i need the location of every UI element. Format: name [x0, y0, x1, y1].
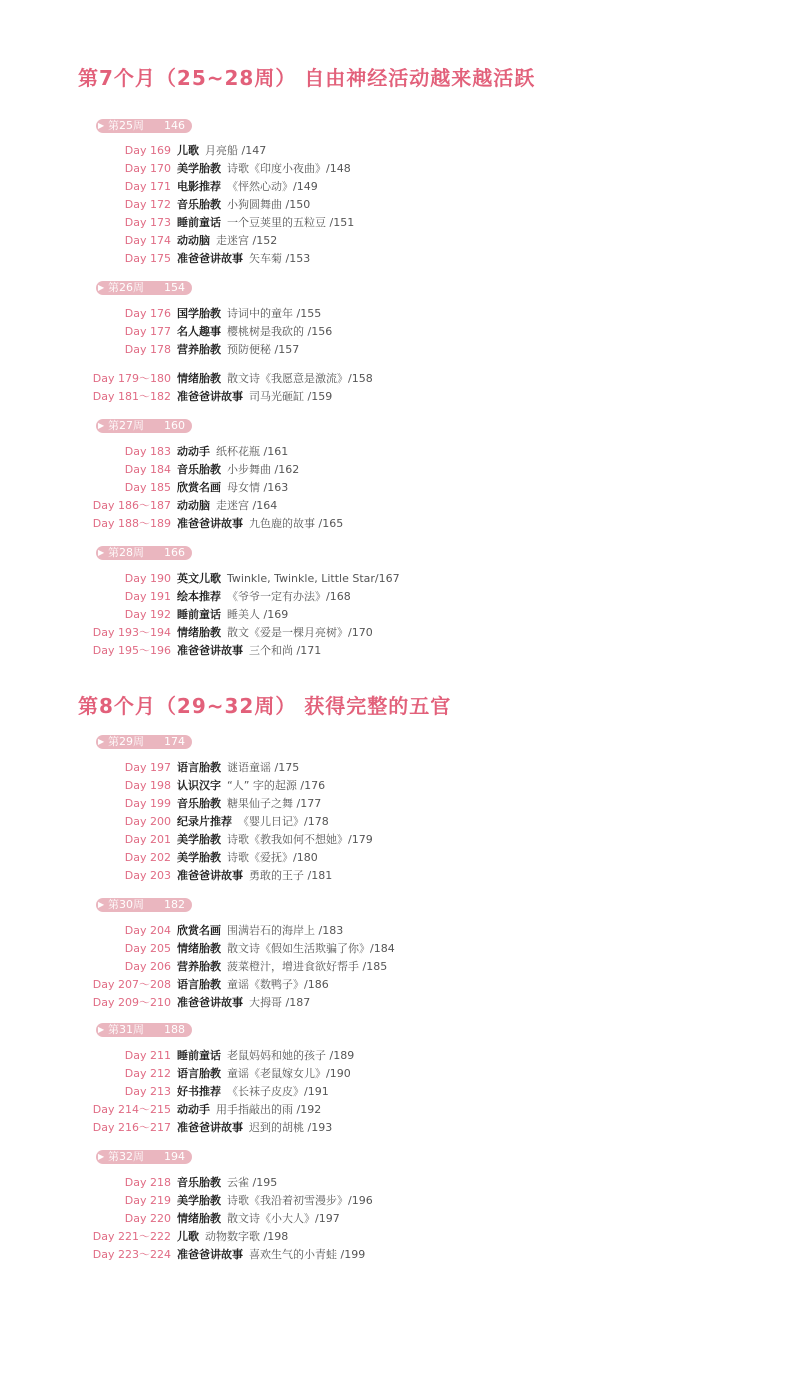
toc-entry[interactable] [0, 976, 800, 994]
entry-title: 诗词中的童年 /155 [227, 307, 322, 320]
day-label: Day 183 [124, 445, 171, 458]
toc-entry[interactable] [0, 606, 800, 624]
toc-entry[interactable] [0, 642, 800, 660]
toc-entry[interactable] [0, 1083, 800, 1101]
month-title: 第8个月（29~32周） 获得完整的五官 [78, 694, 452, 718]
entry-category: 营养胎教 菠菜橙汁，增进食欲好帮手 /185 [177, 960, 388, 973]
entry-category: 情绪胎教 散文诗《小大人》/197 [177, 1212, 340, 1225]
entry-category: 动动脑 走迷宫 /152 [177, 234, 278, 247]
chevron-right-icon: ▶ [98, 900, 105, 909]
entry-title: 诗歌《印度小夜曲》/148 [227, 162, 351, 175]
toc-entry[interactable] [0, 1065, 800, 1083]
day-label: Day 204 [124, 924, 171, 937]
entry-title: 三个和尚 /171 [249, 644, 322, 657]
day-label: Day 173 [124, 216, 171, 229]
entry-category: 音乐胎教 云雀 /195 [177, 1176, 278, 1189]
entry-title: 母女情 /163 [227, 481, 289, 494]
toc-entry[interactable] [0, 759, 800, 777]
day-label: Day 207～208 [92, 978, 171, 991]
chevron-right-icon: ▶ [98, 548, 105, 557]
toc-entry[interactable] [0, 1246, 800, 1264]
week-badge [96, 1150, 192, 1164]
entry-category: 欣赏名画 母女情 /163 [177, 481, 289, 494]
toc-entry[interactable] [0, 1174, 800, 1192]
week-page-number: 160 [164, 419, 185, 432]
entry-category: 睡前童话 一个豆荚里的五粒豆 /151 [177, 216, 355, 229]
entry-category: 睡前童话 睡美人 /169 [177, 608, 289, 621]
week-badge [96, 898, 192, 912]
entry-title: 用手指敲出的雨 /192 [216, 1103, 322, 1116]
week-badge [96, 419, 192, 433]
entry-title: 勇敢的王子 /181 [249, 869, 333, 882]
toc-entry[interactable] [0, 940, 800, 958]
toc-entry[interactable] [0, 813, 800, 831]
day-label: Day 174 [124, 234, 171, 247]
entry-category: 国学胎教 诗词中的童年 /155 [177, 307, 322, 320]
day-label: Day 197 [124, 761, 171, 774]
entry-title: 诗歌《爱抚》/180 [227, 851, 318, 864]
entry-title: 云雀 /195 [227, 1176, 278, 1189]
entry-category: 绘本推荐 《爷爷一定有办法》/168 [177, 590, 351, 603]
week-badge [96, 119, 192, 133]
week-page-number: 174 [164, 735, 185, 748]
toc-entry[interactable] [0, 160, 800, 178]
toc-entry[interactable] [0, 196, 800, 214]
entry-title: 小步舞曲 /162 [227, 463, 300, 476]
entry-category: 英文儿歌 Twinkle, Twinkle, Little Star/167 [177, 572, 400, 585]
toc-entry[interactable] [0, 1210, 800, 1228]
entry-title: 散文诗《我愿意是激流》/158 [227, 372, 373, 385]
day-label: Day 216～217 [92, 1121, 171, 1134]
entry-category: 美学胎教 诗歌《印度小夜曲》/148 [177, 162, 351, 175]
toc-entry[interactable] [0, 777, 800, 795]
day-label: Day 181～182 [92, 390, 171, 403]
entry-title: 童谣《老鼠嫁女儿》/190 [227, 1067, 351, 1080]
entry-category: 儿歌 动物数字歌 /198 [177, 1230, 289, 1243]
week-page-number: 166 [164, 546, 185, 559]
entry-category: 情绪胎教 散文《爱是一棵月亮树》/170 [177, 626, 373, 639]
entry-category: 语言胎教 谜语童谣 /175 [177, 761, 300, 774]
entry-title: 菠菜橙汁，增进食欲好帮手 /185 [227, 960, 388, 973]
entry-title: 《怦然心动》/149 [227, 180, 318, 193]
toc-entry[interactable] [0, 922, 800, 940]
entry-title: 一个豆荚里的五粒豆 /151 [227, 216, 355, 229]
entry-category: 情绪胎教 散文诗《我愿意是激流》/158 [177, 372, 373, 385]
entry-category: 电影推荐 《怦然心动》/149 [177, 180, 318, 193]
toc-entry[interactable] [0, 849, 800, 867]
entry-title: 童谣《数鸭子》/186 [227, 978, 329, 991]
entry-title: 喜欢生气的小青蛙 /199 [249, 1248, 366, 1261]
entry-category: 情绪胎教 散文诗《假如生活欺骗了你》/184 [177, 942, 395, 955]
week-label: 第31周 [108, 1023, 144, 1036]
week-label: 第28周 [108, 546, 144, 559]
chevron-right-icon: ▶ [98, 1152, 105, 1161]
day-label: Day 188～189 [92, 517, 171, 530]
day-label: Day 190 [124, 572, 171, 585]
entry-category: 动动脑 走迷宫 /164 [177, 499, 278, 512]
toc-entry[interactable] [0, 994, 800, 1012]
entry-title: 散文诗《假如生活欺骗了你》/184 [227, 942, 395, 955]
day-label: Day 203 [124, 869, 171, 882]
entry-category: 音乐胎教 小步舞曲 /162 [177, 463, 300, 476]
day-label: Day 199 [124, 797, 171, 810]
entry-category: 睡前童话 老鼠妈妈和她的孩子 /189 [177, 1049, 355, 1062]
day-label: Day 185 [124, 481, 171, 494]
entry-category: 纪录片推荐 《婴儿日记》/178 [177, 815, 329, 828]
toc-entry[interactable] [0, 515, 800, 533]
entry-title: Twinkle, Twinkle, Little Star/167 [227, 572, 400, 585]
entry-category: 儿歌 月亮船 /147 [177, 144, 267, 157]
day-label: Day 220 [124, 1212, 171, 1225]
day-label: Day 169 [124, 144, 171, 157]
entry-category: 认识汉字 “人” 字的起源 /176 [177, 779, 326, 792]
toc-entry[interactable] [0, 461, 800, 479]
day-label: Day 191 [124, 590, 171, 603]
week-badge [96, 281, 192, 295]
entry-title: 动物数字歌 /198 [205, 1230, 289, 1243]
day-label: Day 175 [124, 252, 171, 265]
week-label: 第29周 [108, 735, 144, 748]
toc-entry[interactable] [0, 831, 800, 849]
toc-entry[interactable] [0, 1119, 800, 1137]
entry-title: 樱桃树是我砍的 /156 [227, 325, 333, 338]
entry-category: 准爸爸讲故事 大拇哥 /187 [177, 996, 311, 1009]
toc-entry[interactable] [0, 232, 800, 250]
entry-title: 走迷宫 /152 [216, 234, 278, 247]
entry-category: 准爸爸讲故事 九色鹿的故事 /165 [177, 517, 344, 530]
day-label: Day 184 [124, 463, 171, 476]
entry-category: 准爸爸讲故事 勇敢的王子 /181 [177, 869, 333, 882]
entry-title: 糖果仙子之舞 /177 [227, 797, 322, 810]
toc-entry[interactable] [0, 323, 800, 341]
day-label: Day 218 [124, 1176, 171, 1189]
toc-entry[interactable] [0, 178, 800, 196]
day-label: Day 193～194 [92, 626, 171, 639]
entry-category: 准爸爸讲故事 司马光砸缸 /159 [177, 390, 333, 403]
entry-title: 诗歌《我沿着初雪漫步》/196 [227, 1194, 373, 1207]
toc-entry[interactable] [0, 305, 800, 323]
day-label: Day 212 [124, 1067, 171, 1080]
entry-category: 音乐胎教 糖果仙子之舞 /177 [177, 797, 322, 810]
week-page-number: 154 [164, 281, 185, 294]
chevron-right-icon: ▶ [98, 283, 105, 292]
entry-category: 美学胎教 诗歌《爱抚》/180 [177, 851, 318, 864]
toc-entry[interactable] [0, 795, 800, 813]
entry-title: 纸杯花瓶 /161 [216, 445, 289, 458]
chevron-right-icon: ▶ [98, 121, 105, 130]
entry-title: 走迷宫 /164 [216, 499, 278, 512]
entry-category: 准爸爸讲故事 迟到的胡桃 /193 [177, 1121, 333, 1134]
toc-entry[interactable] [0, 588, 800, 606]
entry-title: 迟到的胡桃 /193 [249, 1121, 333, 1134]
week-badge [96, 735, 192, 749]
toc-entry[interactable] [0, 443, 800, 461]
entry-category: 美学胎教 诗歌《我沿着初雪漫步》/196 [177, 1194, 373, 1207]
chevron-right-icon: ▶ [98, 737, 105, 746]
day-label: Day 219 [124, 1194, 171, 1207]
entry-title: 九色鹿的故事 /165 [249, 517, 344, 530]
entry-title: “人” 字的起源 /176 [227, 779, 326, 792]
toc-entry[interactable] [0, 867, 800, 885]
toc-entry[interactable] [0, 142, 800, 160]
entry-category: 准爸爸讲故事 矢车菊 /153 [177, 252, 311, 265]
day-label: Day 200 [124, 815, 171, 828]
entry-category: 动动手 纸杯花瓶 /161 [177, 445, 289, 458]
week-badge [96, 546, 192, 560]
toc-entry[interactable] [0, 341, 800, 359]
toc-entry[interactable] [0, 1228, 800, 1246]
week-label: 第27周 [108, 419, 144, 432]
toc-entry[interactable] [0, 479, 800, 497]
entry-title: 散文诗《小大人》/197 [227, 1212, 340, 1225]
entry-title: 《长袜子皮皮》/191 [227, 1085, 329, 1098]
day-label: Day 170 [124, 162, 171, 175]
day-label: Day 223～224 [92, 1248, 171, 1261]
toc-entry[interactable] [0, 370, 800, 388]
day-label: Day 198 [124, 779, 171, 792]
entry-category: 美学胎教 诗歌《教我如何不想她》/179 [177, 833, 373, 846]
month-title: 第7个月（25~28周） 自由神经活动越来越活跃 [78, 66, 536, 90]
entry-category: 音乐胎教 小狗圆舞曲 /150 [177, 198, 311, 211]
day-label: Day 177 [124, 325, 171, 338]
week-label: 第26周 [108, 281, 144, 294]
day-label: Day 178 [124, 343, 171, 356]
toc-entry[interactable] [0, 958, 800, 976]
entry-category: 动动手 用手指敲出的雨 /192 [177, 1103, 322, 1116]
toc-entry[interactable] [0, 497, 800, 515]
day-label: Day 186～187 [92, 499, 171, 512]
entry-title: 散文《爱是一棵月亮树》/170 [227, 626, 373, 639]
day-label: Day 221～222 [92, 1230, 171, 1243]
week-badge [96, 1023, 192, 1037]
day-label: Day 192 [124, 608, 171, 621]
entry-category: 语言胎教 童谣《老鼠嫁女儿》/190 [177, 1067, 351, 1080]
toc-entry[interactable] [0, 1101, 800, 1119]
day-label: Day 171 [124, 180, 171, 193]
week-label: 第32周 [108, 1150, 144, 1163]
toc-entry[interactable] [0, 214, 800, 232]
entry-title: 老鼠妈妈和她的孩子 /189 [227, 1049, 355, 1062]
week-page-number: 182 [164, 898, 185, 911]
toc-entry[interactable] [0, 570, 800, 588]
week-page-number: 188 [164, 1023, 185, 1036]
entry-title: 围满岩石的海岸上 /183 [227, 924, 344, 937]
entry-title: 睡美人 /169 [227, 608, 289, 621]
toc-entry[interactable] [0, 1192, 800, 1210]
entry-title: 预防便秘 /157 [227, 343, 300, 356]
entry-title: 《爷爷一定有办法》/168 [227, 590, 351, 603]
entry-category: 名人趣事 樱桃树是我砍的 /156 [177, 325, 333, 338]
day-label: Day 176 [124, 307, 171, 320]
toc-entry[interactable] [0, 250, 800, 268]
entry-title: 司马光砸缸 /159 [249, 390, 333, 403]
entry-title: 《婴儿日记》/178 [238, 815, 329, 828]
day-label: Day 172 [124, 198, 171, 211]
day-label: Day 206 [124, 960, 171, 973]
day-label: Day 201 [124, 833, 171, 846]
day-label: Day 179～180 [92, 372, 171, 385]
toc-entry[interactable] [0, 388, 800, 406]
entry-category: 语言胎教 童谣《数鸭子》/186 [177, 978, 329, 991]
day-label: Day 211 [124, 1049, 171, 1062]
entry-category: 准爸爸讲故事 喜欢生气的小青蛙 /199 [177, 1248, 366, 1261]
day-label: Day 205 [124, 942, 171, 955]
week-page-number: 146 [164, 119, 185, 132]
day-label: Day 213 [124, 1085, 171, 1098]
entry-title: 小狗圆舞曲 /150 [227, 198, 311, 211]
entry-category: 欣赏名画 围满岩石的海岸上 /183 [177, 924, 344, 937]
toc-entry[interactable] [0, 624, 800, 642]
entry-category: 营养胎教 预防便秘 /157 [177, 343, 300, 356]
entry-title: 谜语童谣 /175 [227, 761, 300, 774]
day-label: Day 214～215 [92, 1103, 171, 1116]
week-label: 第25周 [108, 119, 144, 132]
chevron-right-icon: ▶ [98, 1025, 105, 1034]
day-label: Day 202 [124, 851, 171, 864]
entry-category: 好书推荐 《长袜子皮皮》/191 [177, 1085, 329, 1098]
entry-category: 准爸爸讲故事 三个和尚 /171 [177, 644, 322, 657]
day-label: Day 209～210 [92, 996, 171, 1009]
week-label: 第30周 [108, 898, 144, 911]
entry-title: 诗歌《教我如何不想她》/179 [227, 833, 373, 846]
entry-title: 矢车菊 /153 [249, 252, 311, 265]
chevron-right-icon: ▶ [98, 421, 105, 430]
entry-title: 月亮船 /147 [205, 144, 267, 157]
entry-title: 大拇哥 /187 [249, 996, 311, 1009]
day-label: Day 195～196 [92, 644, 171, 657]
week-page-number: 194 [164, 1150, 185, 1163]
toc-entry[interactable] [0, 1047, 800, 1065]
